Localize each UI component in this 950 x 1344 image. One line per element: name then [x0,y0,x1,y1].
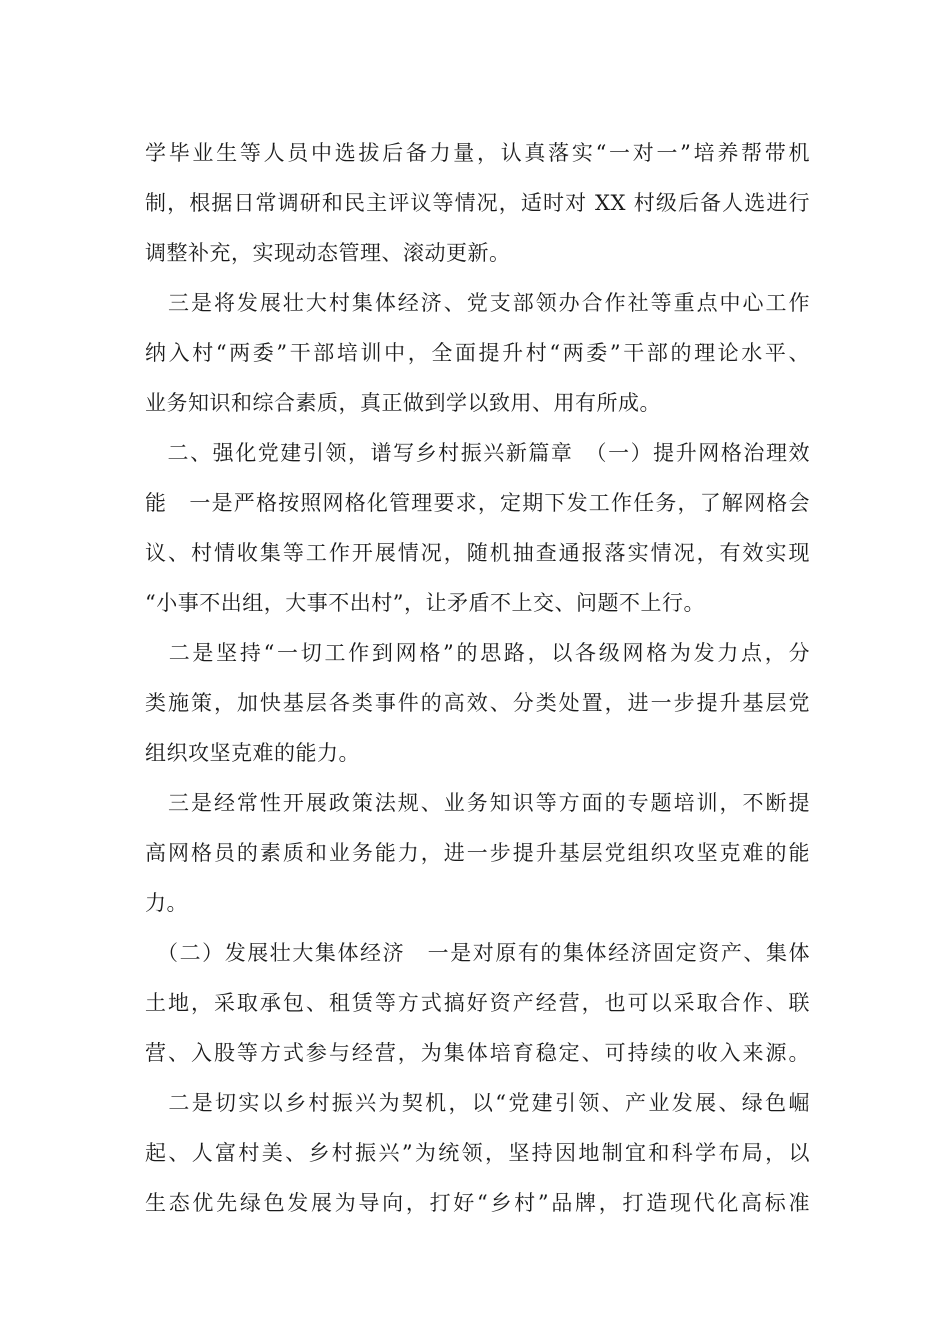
text-line: 力。 [145,891,188,915]
text-line: 业务知识和综合素质，真正做到学以致用、用有所成。 [145,391,661,415]
text-line: 二是切实以乡村振兴为契机，以“党建引领、产业发展、绿色崛 [145,1091,810,1115]
text-line: 二是坚持“一切工作到网格”的思路，以各级网格为发力点，分 [145,641,810,665]
text-line: “小事不出组，大事不出村”，让矛盾不上交、问题不上行。 [145,591,705,615]
text-line: 土地，采取承包、租赁等方式搞好资产经营，也可以采取合作、联 [145,991,810,1015]
text-line: 生态优先绿色发展为导向，打好“乡村”品牌，打造现代化高标准 [145,1191,810,1215]
text-line: 三是经常性开展政策法规、业务知识等方面的专题培训，不断提 [145,791,810,815]
text-line: 三是将发展壮大村集体经济、党支部领办合作社等重点中心工作 [145,291,810,315]
text-line: 议、村情收集等工作开展情况，随机抽查通报落实情况，有效实现 [145,541,810,565]
document-body [145,133,810,1233]
text-line: 营、入股等方式参与经营，为集体培育稳定、可持续的收入来源。 [145,1041,810,1065]
text-line: 学毕业生等人员中选拔后备力量，认真落实“一对一”培养帮带机 [145,141,810,165]
text-line: 纳入村“两委”干部培训中，全面提升村“两委”干部的理论水平、 [145,341,810,365]
text-line: 调整补充，实现动态管理、滚动更新。 [145,241,511,265]
text-line: 制，根据日常调研和民主评议等情况，适时对 XX 村级后备人选进行 [145,191,810,215]
text-line: （二）发展壮大集体经济 一是对原有的集体经济固定资产、集体 [145,941,810,965]
text-line: 组织攻坚克难的能力。 [145,741,360,765]
text-line: 能 一是严格按照网格化管理要求，定期下发工作任务，了解网格会 [145,491,810,515]
text-line: 高网格员的素质和业务能力，进一步提升基层党组织攻坚克难的能 [145,841,810,865]
text-line: 二、强化党建引领，谱写乡村振兴新篇章 （一）提升网格治理效 [145,441,810,465]
text-line: 类施策，加快基层各类事件的高效、分类处置，进一步提升基层党 [145,691,810,715]
text-line: 起、人富村美、乡村振兴”为统领，坚持因地制宜和科学布局，以 [145,1141,810,1165]
